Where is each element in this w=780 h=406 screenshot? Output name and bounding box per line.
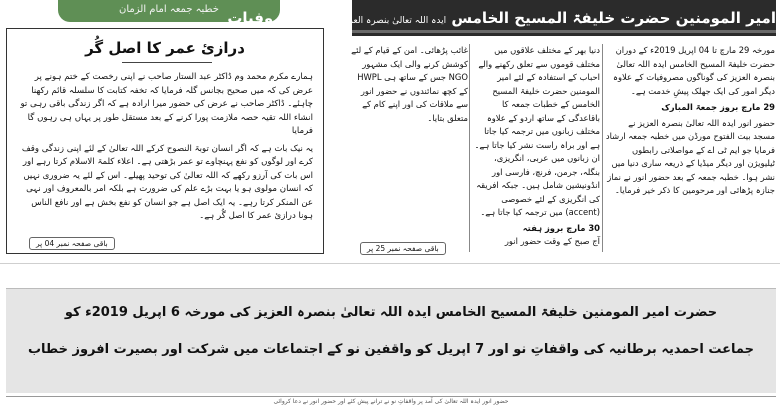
title-underline — [122, 62, 212, 63]
col1-heading: 29 مارچ بروز جمعۃ المبارک — [661, 102, 775, 112]
section-divider — [0, 263, 780, 264]
col3-body: غائب پڑھائی۔ امن کے قیام کے لئے کوشش کرنے والی ایک مشہور NGO جس کے ساتھ ہی HWPL کے کچھ نمائندوں نے حضور انور سے ملاقات کی اور اپنے کام کے متعلق بتایا۔ — [351, 45, 468, 123]
column-divider-2 — [469, 44, 470, 252]
col1-body: حضور انور ایدہ اللہ تعالیٰ بنصرہ العزیز نے مسجد بیت الفتوح مورڈن میں خطبہ جمعہ ارشاد فرمایا جو ایم ٹی اے کے مواصلاتی رابطوں ٹیلیویژن اور دیگر میڈیا کے ذریعہ ساری دنیا میں نشر ہوا۔ خطبہ جمعہ کے بعد حضور انور نے نماز جنازہ پڑھائی اور مرحومین کا ذکر خیر فرمایا۔ — [605, 117, 775, 195]
right-continued-tag[interactable]: باقی صفحہ نمبر 25 پر — [360, 242, 446, 255]
header-subtitle: ایدہ اللہ تعالیٰ بنصرہ العزیز — [341, 16, 447, 26]
right-header-banner — [227, 0, 776, 36]
right-column-3 — [348, 44, 468, 254]
col2-body: دنیا بھر کے مختلف علاقوں میں مختلف قوموں سے تعلق رکھنے والے احباب کے استفادہ کے لئے امیر المومنین حضرت خلیفۃ المسیح الخامس کے خطبات جمعہ کا باقاعدگی کے ساتھ اردو کے علاوہ مختلف زبانوں میں ترجمہ کیا جاتا ہے اور براہ راست نشر کیا جاتا ہے۔ ان زبانوں میں عربی، انگریزی، بنگلہ، جرمن، فرنچ، فارسی اور انڈونیشین شامل ہیں۔ جبکہ افریقہ کی انگریزی کے لئے خصوصی (accent) میں ترجمہ کیا جاتا ہے۔ — [474, 45, 600, 217]
header-title-end: کی مصروفیات — [227, 9, 336, 27]
left-article-box — [6, 28, 324, 254]
right-column-2 — [472, 44, 600, 254]
left-paragraph-1: ہمارے مکرم محمد وم ڈاکٹر عبد الستار صاحب نے اپنی رخصت کے ختم ہونے پر عرض کی کہ میں صحیح بجانس گلہ فرمایا کہ تخفہ کتابت کا سلسلہ قائم رکھنا چاہئے۔ ڈاکٹر صاحب نے عرض کی حضور میرا ارادہ ہے کہ اگر زندگی باقی رہی تو انشاء اللہ تقیہ حصہ ملازمت پورا کرنے کے بعد مستقل طور پر یہاں ہی رہوں گا فرمایا — [20, 72, 313, 136]
left-banner-text: خطبہ جمعہ امام الزمان — [119, 4, 219, 15]
bottom-headline-1: حضرت امیر المومنین خلیفۃ المسیح الخامس ایدہ اللہ تعالیٰ بنصرہ العزیز کی مورخہ 6 اپریل 2019ء کو — [64, 305, 718, 320]
column-divider-1 — [602, 44, 603, 252]
right-column-1 — [605, 44, 775, 254]
left-paragraph-2: یہ نیک بات ہے کہ اگر انسان توبۃ النصوح کرکے اللہ تعالیٰ کے لئے اپنی زندگی وقف کرے اور لوگوں کو نفع پہنچاوے تو عمر بڑھتی ہے۔ اعلاء کلمۃ الاسلام کرتا رہے اور اس بات کی آرزو رکھے کہ اللہ تعالیٰ کی توحید پھیلے۔ اس کے لئے یہ ضروری نہیں کہ انسان مولوی ہو یا بہت بڑے علم کی ضرورت ہے بلکہ امر بالمعروف اور نہی عن المنکر کرتا رہے۔ یہ ایک اصل ہے جو انسان کو نفع بخش ہے اور نافع الناس ہونا درازیٔ عمر کا اصل گُر ہے۔ — [21, 143, 313, 221]
bottom-headline-2: جماعت احمدیہ برطانیہ کی واقفاتِ نو اور 7 اپریل کو واقفین نو کے اجتماعات میں شرکت اور بصیرت افروز خطاب — [27, 342, 755, 357]
col1-intro: مورخہ 29 مارچ تا 04 اپریل 2019ء کے دوران حضرت خلیفۃ المسیح الخامس ایدہ اللہ تعالیٰ بنصرہ العزیز کی گوناگوں مصروفیات کے علاوہ دیگر امور کی ایک جھلک پیشِ خدمت ہے۔ — [613, 45, 775, 96]
bottom-text-strip: حضور انور ایدہ اللہ تعالیٰ کی آمد پر واقفاتِ نو نے ترانے پیش کئے اور حضور انور نے دعا کروائی — [6, 396, 776, 406]
left-article-title: درازیٔ عمر کا اصل گُر — [85, 39, 245, 57]
bottom-banner — [6, 288, 776, 393]
header-stripe — [352, 30, 776, 33]
col2-heading: 30 مارچ بروز ہفتہ — [522, 222, 600, 233]
header-title: امیر المومنین حضرت خلیفۃ المسیح الخامس — [451, 9, 776, 27]
col2-tail: آج صبح کے وقت حضور انور — [504, 236, 600, 246]
left-continued-tag[interactable]: باقی صفحہ نمبر 04 پر — [29, 237, 115, 250]
left-article-body — [17, 71, 313, 229]
